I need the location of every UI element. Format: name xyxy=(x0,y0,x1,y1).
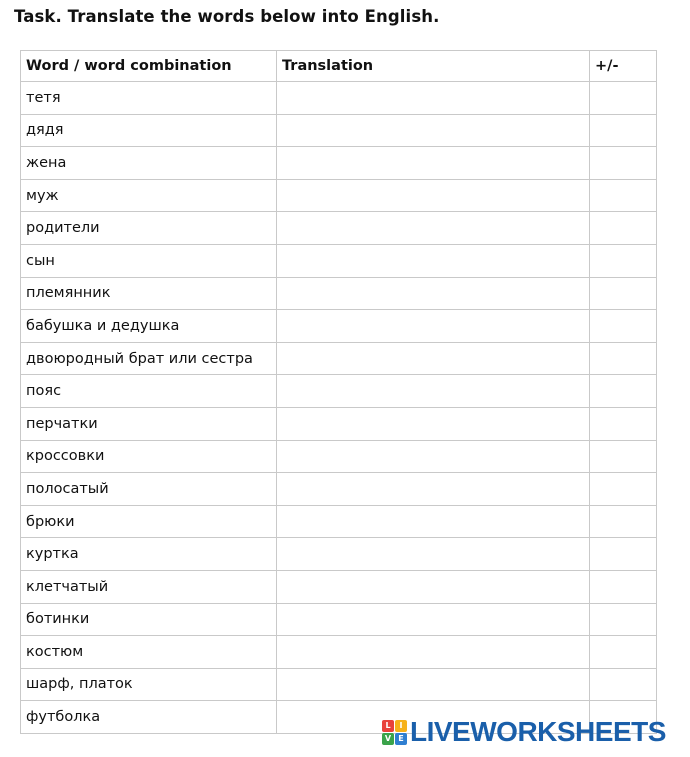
mark-cell xyxy=(590,342,657,375)
column-header-translation: Translation xyxy=(277,51,590,82)
table-row xyxy=(21,538,657,571)
translation-answer-field[interactable] xyxy=(277,82,590,115)
table-row xyxy=(21,277,657,310)
mark-cell xyxy=(590,636,657,669)
translation-answer-field[interactable] xyxy=(277,407,590,440)
translation-answer-field[interactable] xyxy=(277,212,590,245)
word-cell: кроссовки xyxy=(21,440,277,473)
word-cell: тетя xyxy=(21,82,277,115)
word-cell: жена xyxy=(21,147,277,180)
mark-cell xyxy=(590,570,657,603)
table-header-row xyxy=(21,51,657,82)
translation-answer-field[interactable] xyxy=(277,570,590,603)
table-row xyxy=(21,570,657,603)
table-row xyxy=(21,505,657,538)
table-row xyxy=(21,212,657,245)
mark-cell xyxy=(590,310,657,343)
mark-cell xyxy=(590,114,657,147)
translation-answer-field[interactable] xyxy=(277,505,590,538)
translation-answer-field[interactable] xyxy=(277,538,590,571)
mark-cell xyxy=(590,473,657,506)
translation-answer-field[interactable] xyxy=(277,310,590,343)
mark-cell xyxy=(590,505,657,538)
word-cell: дядя xyxy=(21,114,277,147)
table-row xyxy=(21,440,657,473)
translation-answer-field[interactable] xyxy=(277,342,590,375)
logo-tile-v: V xyxy=(382,733,394,745)
word-cell: костюм xyxy=(21,636,277,669)
translation-answer-field[interactable] xyxy=(277,440,590,473)
translation-answer-field[interactable] xyxy=(277,244,590,277)
translation-answer-field[interactable] xyxy=(277,473,590,506)
table-row xyxy=(21,310,657,343)
logo-tile-e: E xyxy=(395,733,407,745)
table-row xyxy=(21,342,657,375)
mark-cell xyxy=(590,603,657,636)
table-row xyxy=(21,82,657,115)
word-cell: футболка xyxy=(21,701,277,734)
word-cell: сын xyxy=(21,244,277,277)
liveworksheets-logo-icon xyxy=(382,720,407,745)
word-cell: родители xyxy=(21,212,277,245)
word-cell: муж xyxy=(21,179,277,212)
mark-cell xyxy=(590,147,657,180)
task-title: Task. Translate the words below into English. xyxy=(14,7,440,26)
translation-table xyxy=(20,50,657,734)
table-row xyxy=(21,375,657,408)
word-cell: двоюродный брат или сестра xyxy=(21,342,277,375)
translation-answer-field[interactable] xyxy=(277,668,590,701)
mark-cell xyxy=(590,668,657,701)
mark-cell xyxy=(590,407,657,440)
mark-cell xyxy=(590,244,657,277)
table-row xyxy=(21,147,657,180)
column-header-word: Word / word combination xyxy=(21,51,277,82)
word-cell: шарф, платок xyxy=(21,668,277,701)
table-row xyxy=(21,244,657,277)
translation-answer-field[interactable] xyxy=(277,179,590,212)
mark-cell xyxy=(590,212,657,245)
word-cell: ботинки xyxy=(21,603,277,636)
table-row xyxy=(21,668,657,701)
table-row xyxy=(21,114,657,147)
translation-answer-field[interactable] xyxy=(277,114,590,147)
word-cell: клетчатый xyxy=(21,570,277,603)
table-row xyxy=(21,407,657,440)
translation-answer-field[interactable] xyxy=(277,277,590,310)
table-row xyxy=(21,636,657,669)
word-cell: пояс xyxy=(21,375,277,408)
mark-cell xyxy=(590,82,657,115)
word-cell: перчатки xyxy=(21,407,277,440)
logo-tile-l: L xyxy=(382,720,394,732)
word-cell: бабушка и дедушка xyxy=(21,310,277,343)
mark-cell xyxy=(590,538,657,571)
word-cell: племянник xyxy=(21,277,277,310)
logo-tile-i: I xyxy=(395,720,407,732)
mark-cell xyxy=(590,277,657,310)
mark-cell xyxy=(590,375,657,408)
word-cell: брюки xyxy=(21,505,277,538)
column-header-mark: +/- xyxy=(590,51,657,82)
translation-answer-field[interactable] xyxy=(277,375,590,408)
table-row xyxy=(21,603,657,636)
table-row xyxy=(21,179,657,212)
liveworksheets-logo xyxy=(382,717,666,747)
table-row xyxy=(21,473,657,506)
mark-cell xyxy=(590,179,657,212)
word-cell: куртка xyxy=(21,538,277,571)
word-cell: полосатый xyxy=(21,473,277,506)
translation-answer-field[interactable] xyxy=(277,603,590,636)
translation-answer-field[interactable] xyxy=(277,636,590,669)
translation-answer-field[interactable] xyxy=(277,147,590,180)
liveworksheets-wordmark: LIVEWORKSHEETS xyxy=(410,716,666,747)
mark-cell xyxy=(590,440,657,473)
